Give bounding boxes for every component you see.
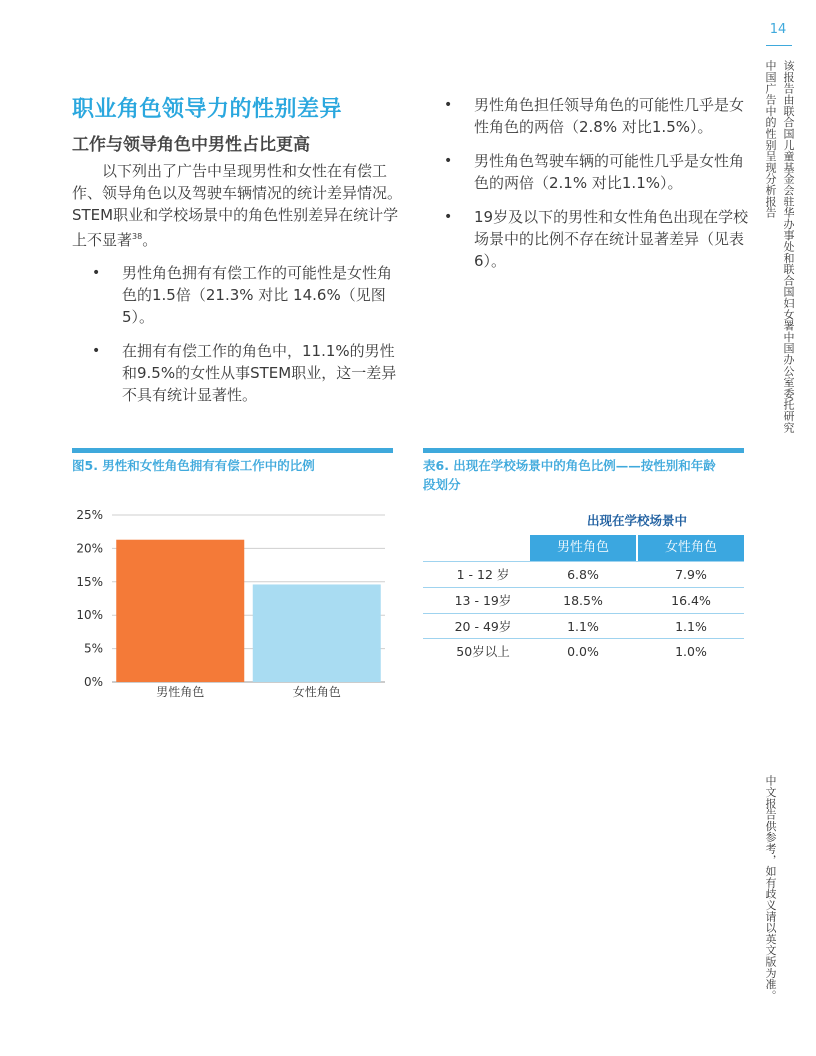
female-value-cell: 1.0% bbox=[675, 644, 707, 659]
page-number: 14 bbox=[769, 22, 787, 37]
intro-text: 以下列出了广告中呈现男性和女性在有偿工作、领导角色以及驾驶车辆情况的统计差异情况。STEM职业和学校场景中的角色性别差异在统计学上不显著 bbox=[72, 162, 403, 249]
age-cell: 50岁以上 bbox=[456, 644, 510, 659]
female-value-cell: 7.9% bbox=[675, 567, 707, 582]
table6-caption: 出现在学校场景中 bbox=[586, 513, 687, 528]
bullet-list-left bbox=[92, 262, 397, 418]
bullet-item: • 19岁及以下的男性和女性角色出现在学校场景中的比例不存在统计显著差异（见表6）。 bbox=[444, 206, 749, 272]
page-number-rule bbox=[766, 45, 792, 46]
intro-end: 。 bbox=[142, 231, 158, 249]
report-title-vertical: 中国广告中的性别呈现分析报告 bbox=[764, 60, 777, 219]
y-tick-label: 0% bbox=[83, 675, 103, 689]
male-value-cell: 18.5% bbox=[563, 593, 603, 608]
bullet-item: • 男性角色担任领导角色的可能性几乎是女性角色的两倍（2.8% 对比1.5%）。 bbox=[444, 94, 749, 138]
bullet-item: • 在拥有有偿工作的角色中，11.1%的男性和9.5%的女性从事STEM职业，这一差异不具有统计显著性。 bbox=[92, 340, 397, 406]
female-value-cell: 16.4% bbox=[671, 593, 711, 608]
table6-title-line2: 段划分 bbox=[423, 477, 461, 492]
table-row bbox=[423, 588, 744, 613]
table-row bbox=[423, 562, 744, 587]
table-row bbox=[423, 614, 744, 639]
column-header-male: 男性角色 bbox=[556, 540, 609, 555]
male-value-cell: 0.0% bbox=[567, 644, 599, 659]
figure5-top-rule bbox=[72, 448, 393, 453]
y-tick-label: 20% bbox=[76, 541, 103, 556]
female-value-cell: 1.1% bbox=[675, 619, 707, 634]
male-value-cell: 1.1% bbox=[567, 619, 599, 634]
bullet-item: • 男性角色拥有有偿工作的可能性是女性角色的1.5倍（21.3% 对比 14.6%（见图5）。 bbox=[92, 262, 397, 328]
column-header-female: 女性角色 bbox=[664, 540, 717, 555]
x-category-label: 女性角色 bbox=[292, 685, 341, 699]
figure5-bar-chart bbox=[72, 500, 393, 710]
bar-male bbox=[116, 540, 244, 682]
age-cell: 1 - 12 岁 bbox=[456, 567, 510, 582]
bar-female bbox=[253, 584, 381, 682]
table6-top-rule bbox=[423, 448, 744, 453]
section-subtitle: 工作与领导角色中男性占比更高 bbox=[72, 135, 310, 155]
table6-title bbox=[423, 456, 744, 494]
intro-paragraph bbox=[72, 160, 402, 251]
y-tick-label: 5% bbox=[83, 641, 103, 656]
age-cell: 20 - 49岁 bbox=[454, 619, 512, 634]
table6-title-line1: 表6. 出现在学校场景中的角色比例——按性别和年龄 bbox=[423, 458, 716, 473]
table-row bbox=[423, 639, 744, 664]
footnote-ref: 38 bbox=[132, 232, 143, 241]
y-tick-label: 15% bbox=[76, 574, 103, 589]
x-category-label: 男性角色 bbox=[156, 685, 205, 699]
y-tick-label: 25% bbox=[76, 508, 103, 522]
figure5-title: 图5. 男性和女性角色拥有有偿工作中的比例 bbox=[72, 458, 315, 473]
y-tick-label: 10% bbox=[76, 608, 103, 623]
bullet-list-right bbox=[444, 94, 749, 284]
age-cell: 13 - 19岁 bbox=[454, 593, 512, 608]
report-commission-vertical: 该报告由联合国儿童基金会驻华办事处和联合国妇女署中国办公室委托研究 bbox=[782, 60, 795, 433]
section-title: 职业角色领导力的性别差异 bbox=[72, 97, 343, 122]
male-value-cell: 6.8% bbox=[567, 567, 599, 582]
language-note-vertical: 中文报告供参考，如有歧义请以英文版为准。 bbox=[764, 775, 777, 1001]
bullet-item: • 男性角色驾驶车辆的可能性几乎是女性角色的两倍（2.1% 对比1.1%）。 bbox=[444, 150, 749, 194]
table6-header bbox=[530, 535, 744, 561]
